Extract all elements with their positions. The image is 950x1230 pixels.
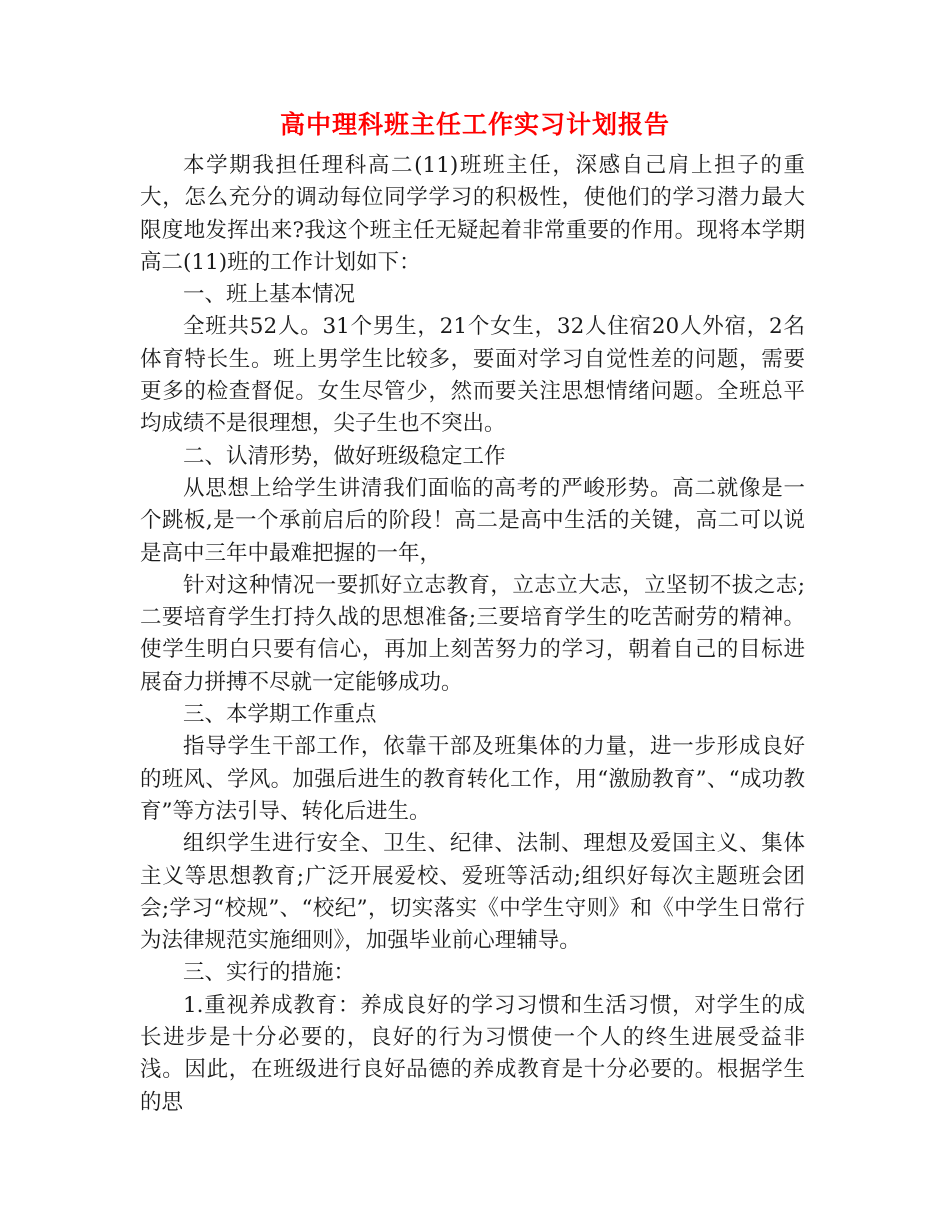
document-body: [140, 150, 805, 1119]
section-heading-situation: 二、认清形势，做好班级稳定工作: [183, 443, 506, 469]
section-heading-measures: 三、实行的措施：: [183, 960, 356, 986]
paragraph-aspiration-education: 针对这种情况一要抓好立志教育，立志立大志，立坚韧不拔之志;二要培育学生打持久战的思想准备;三要培育学生的吃苦耐劳的精神。使学生明白只要有信心，再加上刻苦努力的学习，朝着自己的目标进展奋力拼搏不尽就一定能够成功。: [140, 572, 805, 695]
section-heading-work-focus: 三、本学期工作重点: [183, 702, 377, 728]
paragraph-habit-education: 1.重视养成教育：养成良好的学习习惯和生活习惯，对学生的成长进步是十分必要的，良好的行为习惯使一个人的终生进展受益非浅。因此，在班级进行良好品德的养成教育是十分必要的。根据学生的思: [140, 992, 805, 1115]
section-heading-basic-situation: 一、班上基本情况: [183, 282, 356, 308]
paragraph-student-cadres: 指导学生干部工作，依靠干部及班集体的力量，进一步形成良好的班风、学风。加强后进生的教育转化工作，用“激励教育”、“成功教育”等方法引导、转化后进生。: [140, 734, 805, 824]
paragraph-class-info: 全班共52人。31个男生，21个女生，32人住宿20人外宿，2名体育特长生。班上男学生比较多，要面对学习自觉性差的问题，需要更多的检查督促。女生尽管少，然而要关注思想情绪问题。全班总平均成绩不是很理想，尖子生也不突出。: [140, 314, 805, 437]
document-title: 高中理科班主任工作实习计划报告: [279, 110, 670, 139]
paragraph-ideological-education: 组织学生进行安全、卫生、纪律、法制、理想及爱国主义、集体主义等思想教育;广泛开展爱校、爱班等活动;组织好每次主题班会团会;学习“校规”、“校纪”，切实落实《中学生守则》和《中学生日常行为法律规范实施细则》，加强毕业前心理辅导。: [140, 831, 805, 954]
paragraph-exam-situation: 从思想上给学生讲清我们面临的高考的严峻形势。高二就像是一个跳板,是一个承前启后的阶段！高二是高中生活的关键，高二可以说是高中三年中最难把握的一年，: [140, 475, 805, 566]
paragraph-intro: 本学期我担任理科高二(11)班班主任，深感自己肩上担子的重大，怎么充分的调动每位同学学习的积极性，使他们的学习潜力最大限度地发挥出来?我这个班主任无疑起着非常重要的作用。现将本学期高二(11)班的工作计划如下：: [140, 153, 805, 275]
